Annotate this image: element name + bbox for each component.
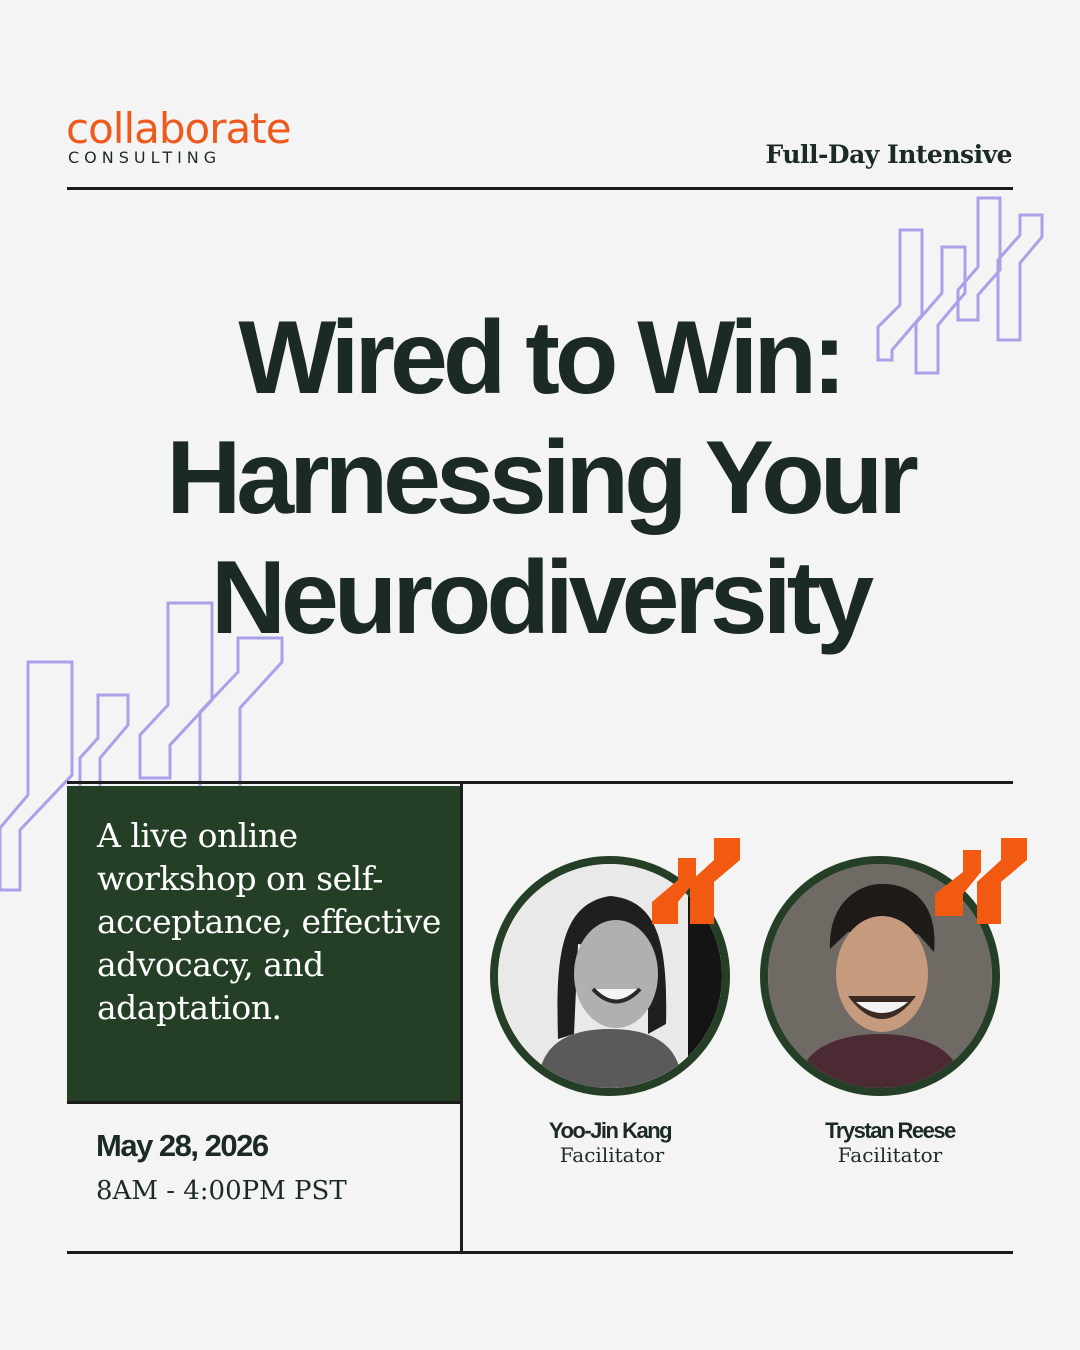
title-line-2: Harnessing Your [166,420,914,536]
bottom-divider [67,1251,1013,1254]
facilitator-name: Yoo-Jin Kang [548,1118,672,1143]
title-line-3: Neurodiversity [210,540,870,656]
title-line-1: Wired to Win: [238,300,842,416]
event-description: A live online workshop on self-acceptance, effective advocacy, and adaptation. [97,816,441,1027]
event-date: May 28, 2026 [96,1128,268,1163]
facilitator-name: Trystan Reese [825,1118,955,1143]
quote-mark-icon [935,838,1030,928]
middle-divider [67,781,1013,784]
brand-logo-wordmark: collaborate [66,104,291,153]
facilitator-role: Facilitator [837,1143,943,1167]
top-divider [67,187,1013,190]
brand-logo-subtitle: CONSULTING [68,148,222,167]
vertical-divider [460,784,463,1254]
description-divider [67,1101,461,1104]
event-time: 8AM - 4:00PM PST [96,1176,347,1206]
facilitator-role: Facilitator [559,1143,665,1167]
event-format-label: Full-Day Intensive [765,140,1012,169]
quote-mark-icon [652,838,742,928]
